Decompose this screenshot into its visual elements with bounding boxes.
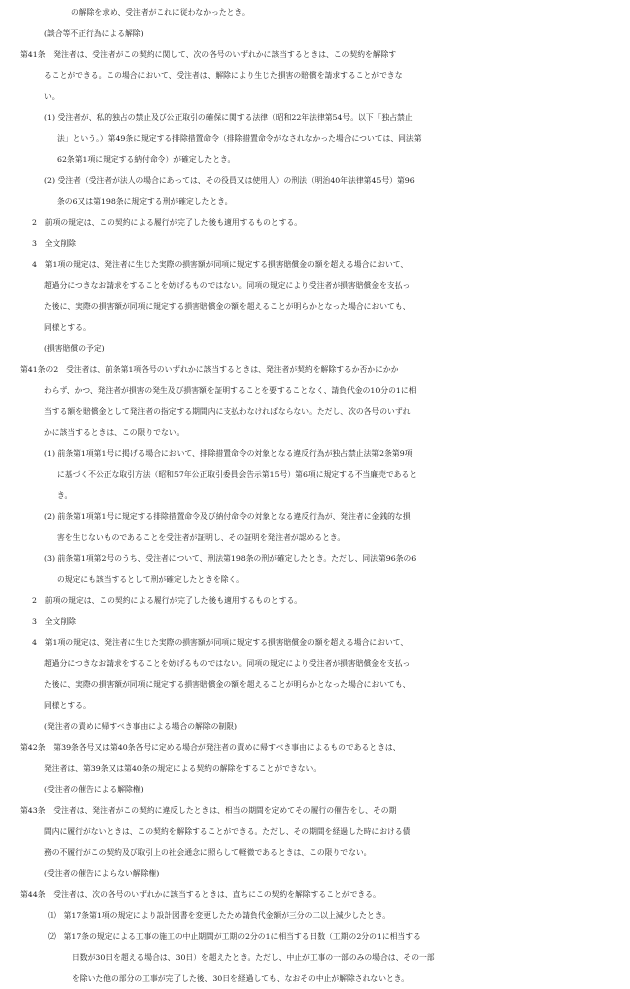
- text-line: 2 前項の規定は、この契約による履行が完了した後も適用するものとする。: [32, 218, 303, 227]
- text-line: ⑵ 第17条の規定による工事の施工の中止期間が工期の2分の1に相当する日数（工期の2分の1に相当する: [48, 932, 421, 941]
- text-line: 日数が30日を超える場合は、30日）を超えたとき。ただし、中止が工事の一部のみの場合は、その一部: [72, 953, 435, 962]
- text-line: 法」という。）第49条に規定する排除措置命令（排除措置命令がなされなかった場合については、同法第: [57, 134, 422, 143]
- text-line: 第43条 受注者は、発注者がこの契約に違反したときは、相当の期間を定めてその履行の催告をし、その期: [20, 806, 397, 815]
- article-heading: (受注者の催告による解除権): [44, 785, 144, 794]
- text-line: 4 第1項の規定は、発注者に生じた実際の損害額が同項に規定する損害賠償金の額を超える場合において、: [32, 638, 409, 647]
- text-line: 条の6又は第198条に規定する刑が確定したとき。: [57, 197, 233, 206]
- article-heading: (損害賠償の予定): [44, 344, 105, 353]
- text-line: き。: [57, 491, 73, 500]
- text-line: 超過分につきなお請求をすることを妨げるものではない。同項の規定により受注者が損害賠償金を支払っ: [44, 659, 411, 668]
- text-line: (2) 受注者（受注者が法人の場合にあっては、その役員又は使用人）の刑法（明治40年法律第45号）第96: [44, 176, 415, 185]
- text-line: い。: [44, 92, 60, 101]
- text-line: 62条第1項に規定する納付命令）が確定したとき。: [57, 155, 236, 164]
- article-heading: (発注者の責めに帰すべき事由による場合の解除の制限): [44, 722, 238, 731]
- text-line: ることができる。この場合において、受注者は、解除により生じた損害の賠償を請求することができな: [44, 71, 403, 80]
- text-line: 3 全文削除: [32, 239, 76, 248]
- text-line: 害を生じないものであることを受注者が証明し、その証明を発注者が認めるとき。: [57, 533, 346, 542]
- text-line: わらず、かつ、発注者が損害の発生及び損害額を証明することを要することなく、請負代金の10分の1に相: [44, 386, 417, 395]
- text-line: ⑴ 第17条第1項の規定により設計図書を変更したため請負代金額が三分の二以上減少したとき。: [48, 911, 391, 920]
- text-line: の解除を求め、受注者がこれに従わなかったとき。: [71, 8, 250, 17]
- text-line: 第44条 受注者は、次の各号のいずれかに該当するときは、直ちにこの契約を解除することができる。: [20, 890, 381, 899]
- text-line: かに該当するときは、この限りでない。: [44, 428, 185, 437]
- text-line: に基づく不公正な取引方法（昭和57年公正取引委員会告示第15号）第6項に規定する不当廉売であると: [57, 470, 418, 479]
- text-line: を除いた他の部分の工事が完了した後、30日を経過しても、なおその中止が解除されないとき。: [72, 974, 410, 983]
- text-line: 4 第1項の規定は、発注者に生じた実際の損害額が同項に規定する損害賠償金の額を超える場合において、: [32, 260, 409, 269]
- text-line: 同様とする。: [44, 701, 91, 710]
- text-line: 発注者は、第39条又は第40条の規定による契約の解除をすることができない。: [44, 764, 322, 773]
- text-line: 第42条 第39条各号又は第40条各号に定める場合が発注者の責めに帰すべき事由によるものであるときは、: [20, 743, 401, 752]
- text-line: 間内に履行がないときは、この契約を解除することができる。ただし、その期間を経過した時における債: [44, 827, 411, 836]
- text-line: た後に、実際の損害額が同項に規定する損害賠償金の額を超えることが明らかとなった場合においても、: [44, 302, 411, 311]
- text-line: 第41条 発注者は、受注者がこの契約に関して、次の各号のいずれかに該当するときは、この契約を解除す: [20, 50, 397, 59]
- text-line: の規定にも該当するとして刑が確定したときを除く。: [57, 575, 244, 584]
- article-heading: (受注者の催告によらない解除権): [44, 869, 160, 878]
- text-line: た後に、実際の損害額が同項に規定する損害賠償金の額を超えることが明らかとなった場合においても、: [44, 680, 411, 689]
- text-line: 2 前項の規定は、この契約による履行が完了した後も適用するものとする。: [32, 596, 303, 605]
- text-line: 当する額を賠償金として発注者の指定する期間内に支払わなければならない。ただし、次の各号のいずれ: [44, 407, 411, 416]
- article-heading: (談合等不正行為による解除): [44, 29, 144, 38]
- text-line: (3) 前条第1項第2号のうち、受注者について、刑法第198条の刑が確定したとき。ただし、同法第96条の6: [44, 554, 417, 563]
- text-line: 3 全文削除: [32, 617, 76, 626]
- text-line: (1) 前条第1項第1号に掲げる場合において、排除措置命令の対象となる違反行為が独占禁止法第2条第9項: [44, 449, 413, 458]
- text-line: 超過分につきなお請求をすることを妨げるものではない。同項の規定により受注者が損害賠償金を支払っ: [44, 281, 411, 290]
- text-line: 第41条の2 受注者は、前条第1項各号のいずれかに該当するときは、発注者が契約を解除するか否かにかか: [20, 365, 399, 374]
- text-line: 同様とする。: [44, 323, 91, 332]
- text-line: (2) 前条第1項第1号に規定する排除措置命令及び納付命令の対象となる違反行為が、発注者に金銭的な損: [44, 512, 411, 521]
- text-line: (1) 受注者が、私的独占の禁止及び公正取引の確保に関する法律（昭和22年法律第54号。以下「独占禁止: [44, 113, 413, 122]
- text-line: 務の不履行がこの契約及び取引上の社会通念に照らして軽微であるときは、この限りでない。: [44, 848, 372, 857]
